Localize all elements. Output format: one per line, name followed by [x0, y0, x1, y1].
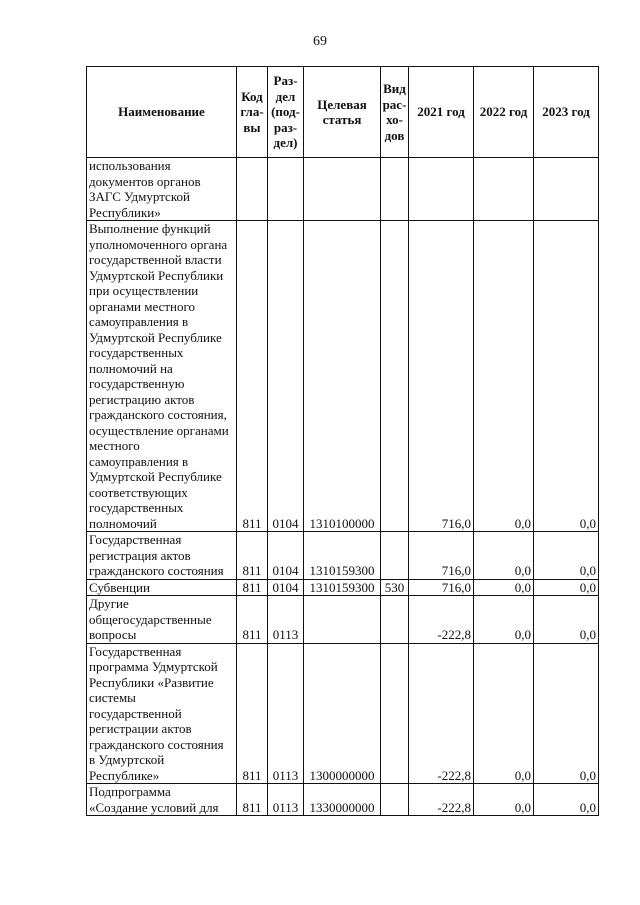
cell-expense-type: [381, 596, 409, 644]
cell-name: Выполнение функций уполномоченного органа государственной власти Удмуртской Республики при осуществлении органами местного самоуправления в Удмуртской Республике государственных полномочий на государственную регистрацию актов гражданского состояния, осуществление органами местного самоуправления в Удмуртской Республике соответствующих государственных полномочий: [87, 221, 237, 532]
cell-2022: 0,0: [474, 532, 534, 580]
cell-code: 811: [237, 579, 268, 596]
table-body: [87, 158, 599, 816]
cell-2021: -222,8: [409, 643, 474, 784]
cell-name: использования документов органов ЗАГС Удмуртской Республики»: [87, 158, 237, 221]
header-section: Раз- дел (под- раз- дел): [268, 67, 304, 158]
cell-expense-type: [381, 221, 409, 532]
cell-article: [304, 596, 381, 644]
cell-article: 1310100000: [304, 221, 381, 532]
cell-2022: 0,0: [474, 643, 534, 784]
header-expense-type: Вид рас- хо- дов: [381, 67, 409, 158]
cell-2021: 716,0: [409, 579, 474, 596]
cell-code: 811: [237, 596, 268, 644]
cell-expense-type: [381, 643, 409, 784]
cell-article: [304, 158, 381, 221]
cell-code: 811: [237, 643, 268, 784]
cell-code: 811: [237, 532, 268, 580]
cell-name: Государственная программа Удмуртской Республики «Развитие системы государственной регистрации актов гражданского состояния в Удмуртской Республике»: [87, 643, 237, 784]
table-row: [87, 596, 599, 644]
cell-expense-type: [381, 784, 409, 816]
cell-2021: [409, 158, 474, 221]
cell-expense-type: [381, 158, 409, 221]
table-row: [87, 532, 599, 580]
cell-article: 1310159300: [304, 579, 381, 596]
table-row: [87, 579, 599, 596]
cell-name: Другие общегосударственные вопросы: [87, 596, 237, 644]
table-row: [87, 158, 599, 221]
page-number: 69: [313, 34, 327, 49]
table-row: [87, 784, 599, 816]
cell-2021: -222,8: [409, 596, 474, 644]
cell-name: Субвенции: [87, 579, 237, 596]
cell-2023: 0,0: [534, 643, 599, 784]
header-article: Целевая статья: [304, 67, 381, 158]
cell-2022: 0,0: [474, 579, 534, 596]
header-2022: 2022 год: [474, 67, 534, 158]
cell-2023: [534, 158, 599, 221]
cell-expense-type: 530: [381, 579, 409, 596]
cell-2022: [474, 158, 534, 221]
header-name: Наименование: [87, 67, 237, 158]
cell-code: 811: [237, 221, 268, 532]
table-header-row: [87, 67, 599, 158]
cell-2021: 716,0: [409, 532, 474, 580]
cell-2023: 0,0: [534, 784, 599, 816]
cell-2022: 0,0: [474, 784, 534, 816]
cell-article: 1310159300: [304, 532, 381, 580]
cell-code: [237, 158, 268, 221]
header-2021: 2021 год: [409, 67, 474, 158]
table-row: [87, 643, 599, 784]
cell-section: 0104: [268, 532, 304, 580]
cell-code: 811: [237, 784, 268, 816]
cell-2022: 0,0: [474, 596, 534, 644]
header-2023: 2023 год: [534, 67, 599, 158]
cell-2022: 0,0: [474, 221, 534, 532]
cell-2021: 716,0: [409, 221, 474, 532]
cell-name: Государственная регистрация актов гражданского состояния: [87, 532, 237, 580]
cell-expense-type: [381, 532, 409, 580]
table-row: [87, 221, 599, 532]
cell-name: Подпрограмма «Создание условий для: [87, 784, 237, 816]
cell-2023: 0,0: [534, 221, 599, 532]
cell-2023: 0,0: [534, 532, 599, 580]
cell-section: 0104: [268, 221, 304, 532]
header-code: Код гла- вы: [237, 67, 268, 158]
cell-section: [268, 158, 304, 221]
cell-article: 1330000000: [304, 784, 381, 816]
cell-section: 0113: [268, 596, 304, 644]
cell-2023: 0,0: [534, 596, 599, 644]
cell-2023: 0,0: [534, 579, 599, 596]
cell-section: 0113: [268, 643, 304, 784]
cell-article: 1300000000: [304, 643, 381, 784]
cell-section: 0113: [268, 784, 304, 816]
cell-section: 0104: [268, 579, 304, 596]
cell-2021: -222,8: [409, 784, 474, 816]
budget-table: [86, 66, 599, 816]
